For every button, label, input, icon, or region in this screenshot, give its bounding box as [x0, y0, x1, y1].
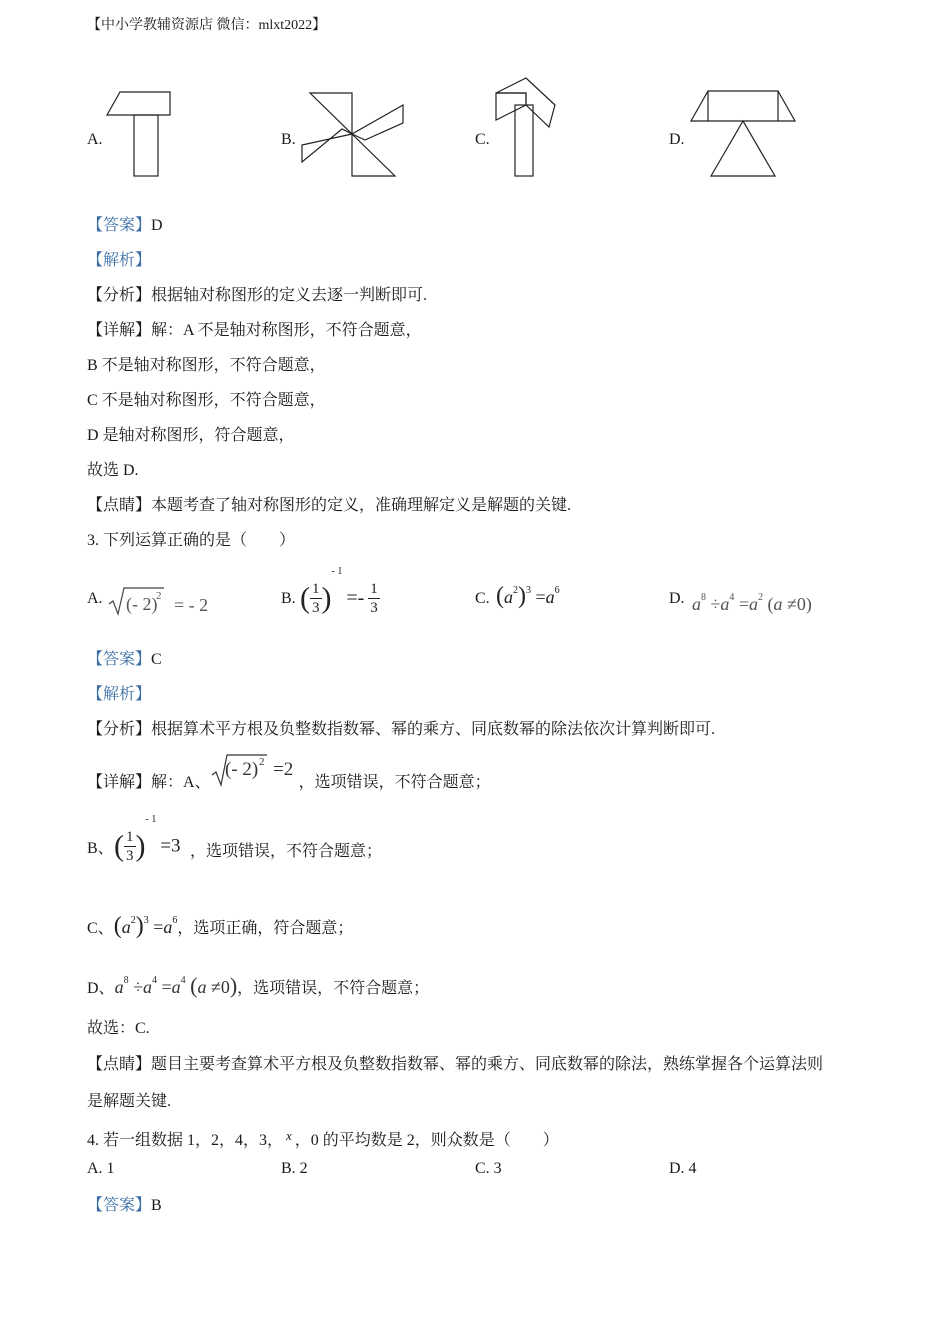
q2-detail-line: C 不是轴对称图形，不符合题意， — [87, 392, 326, 409]
q2-detail-line: B 不是轴对称图形，不符合题意， — [87, 357, 326, 374]
detail-prefix: 【详解】解：A、 — [87, 774, 211, 791]
q3-analysis-line: 【分析】根据算术平方根及负整数指数幂、幂的乘方、同底数幂的除法依次计算判断即可. — [87, 721, 716, 738]
detail-a-formula — [211, 756, 299, 787]
q3-detail-a — [87, 756, 491, 794]
svg-text:(- 2): (- 2) — [224, 759, 258, 780]
detail-prefix: D、 — [87, 980, 115, 997]
q4-option-b: B. 2 — [281, 1160, 308, 1177]
detail-d-text: ，选项错误，不符合题意； — [237, 980, 430, 997]
q2-option-a-label: A. — [87, 131, 103, 148]
detail-b-text: ，选项错误，不符合题意； — [190, 843, 383, 860]
q4-option-c: C. 3 — [475, 1160, 502, 1177]
answer-value: B — [151, 1197, 162, 1214]
q3-option-d-formula: $a^8 \div a^4 =a^2$ (a ≠0) — [692, 592, 812, 614]
q2-figure-b — [298, 88, 408, 180]
q3-conclusion: 故选：C. — [87, 1020, 150, 1037]
answer-tag: 【答案】 — [87, 217, 152, 234]
q4-option-a: A. 1 — [87, 1160, 115, 1177]
q3-note-line-1: 【点睛】题目主要考查算术平方根及负整数指数幂、幂的乘方、同底数幂的除法，熟练掌握各个运算法则 — [87, 1056, 824, 1073]
q2-analysis-tag: 【解析】 — [87, 252, 152, 269]
q3-option-d-label: D. — [669, 590, 685, 607]
svg-text:2: 2 — [258, 756, 265, 768]
q2-conclusion: 故选 D. — [87, 462, 139, 479]
q3-option-b-formula: ( $\frac{1}{3}$ )$^{- 1}$ =- $\frac{1}{3}$ — [300, 566, 378, 616]
svg-text:=2: =2 — [272, 759, 293, 780]
q2-figure-a — [100, 85, 180, 185]
answer-tag: 【答案】 — [87, 651, 152, 668]
q4-stem-variable: x — [286, 1128, 292, 1143]
q2-note: 【点睛】本题考查了轴对称图形的定义，准确理解定义是解题的关键. — [87, 497, 572, 514]
detail-b-formula: ( $\frac{1}{3}$ )$^{- 1}$ =3 — [114, 814, 181, 864]
q3-option-c-formula: $(a^2)^3 =a^6$ — [496, 583, 560, 609]
q3-option-b-label: B. — [281, 590, 296, 607]
q4-stem — [87, 1125, 559, 1152]
page-header: 【中小学教辅资源店 微信：mlxt2022】 — [87, 18, 327, 33]
q3-detail-d — [87, 970, 429, 1000]
detail-d-formula: $a^8 \div a^4 =a^4$ (a ≠0) — [114, 973, 238, 998]
q2-detail-line: D 是轴对称图形，符合题意， — [87, 427, 295, 444]
q2-analysis-line: 【分析】根据轴对称图形的定义去逐一判断即可. — [87, 287, 428, 304]
q2-answer — [87, 215, 163, 237]
detail-prefix: C、 — [87, 920, 114, 937]
q3-option-a-formula — [106, 584, 226, 620]
q3-note-line-2: 是解题关键. — [87, 1093, 172, 1110]
q3-stem: 3. 下列运算正确的是（ ） — [87, 532, 296, 549]
q2-figure-d — [688, 88, 798, 180]
q2-detail-line: 【详解】解：A 不是轴对称图形，不符合题意， — [87, 322, 422, 339]
svg-text:(- 2): (- 2) — [126, 594, 158, 614]
q3-detail-b — [87, 838, 114, 860]
q3-answer — [87, 649, 162, 671]
detail-c-formula: $(a^2)^3 =a^6$ — [113, 913, 178, 939]
detail-a-text: ，选项错误，不符合题意； — [298, 774, 491, 791]
q2-option-b-label: B. — [281, 131, 296, 148]
svg-text:2: 2 — [156, 590, 162, 602]
q4-stem-part-2: ，0 的平均数是 2，则众数是（ ） — [294, 1132, 559, 1149]
answer-value: D — [151, 217, 163, 234]
svg-text:= - 2: = - 2 — [174, 595, 209, 615]
detail-c-text: ，选项正确，符合题意； — [177, 920, 354, 937]
q3-option-a-label: A. — [87, 590, 103, 607]
q2-option-d-label: D. — [669, 131, 685, 148]
q3-analysis-tag: 【解析】 — [87, 686, 152, 703]
q4-stem-part-1: 4. 若一组数据 1，2，4，3， — [87, 1132, 284, 1149]
q3-detail-c — [87, 910, 353, 940]
answer-tag: 【答案】 — [87, 1197, 152, 1214]
q3-option-c-label: C. — [475, 590, 490, 607]
q4-answer — [87, 1195, 162, 1217]
detail-prefix: B、 — [87, 840, 114, 857]
q2-figure-c — [493, 75, 563, 180]
q4-option-d: D. 4 — [669, 1160, 697, 1177]
q2-option-c-label: C. — [475, 131, 490, 148]
answer-value: C — [151, 651, 162, 668]
